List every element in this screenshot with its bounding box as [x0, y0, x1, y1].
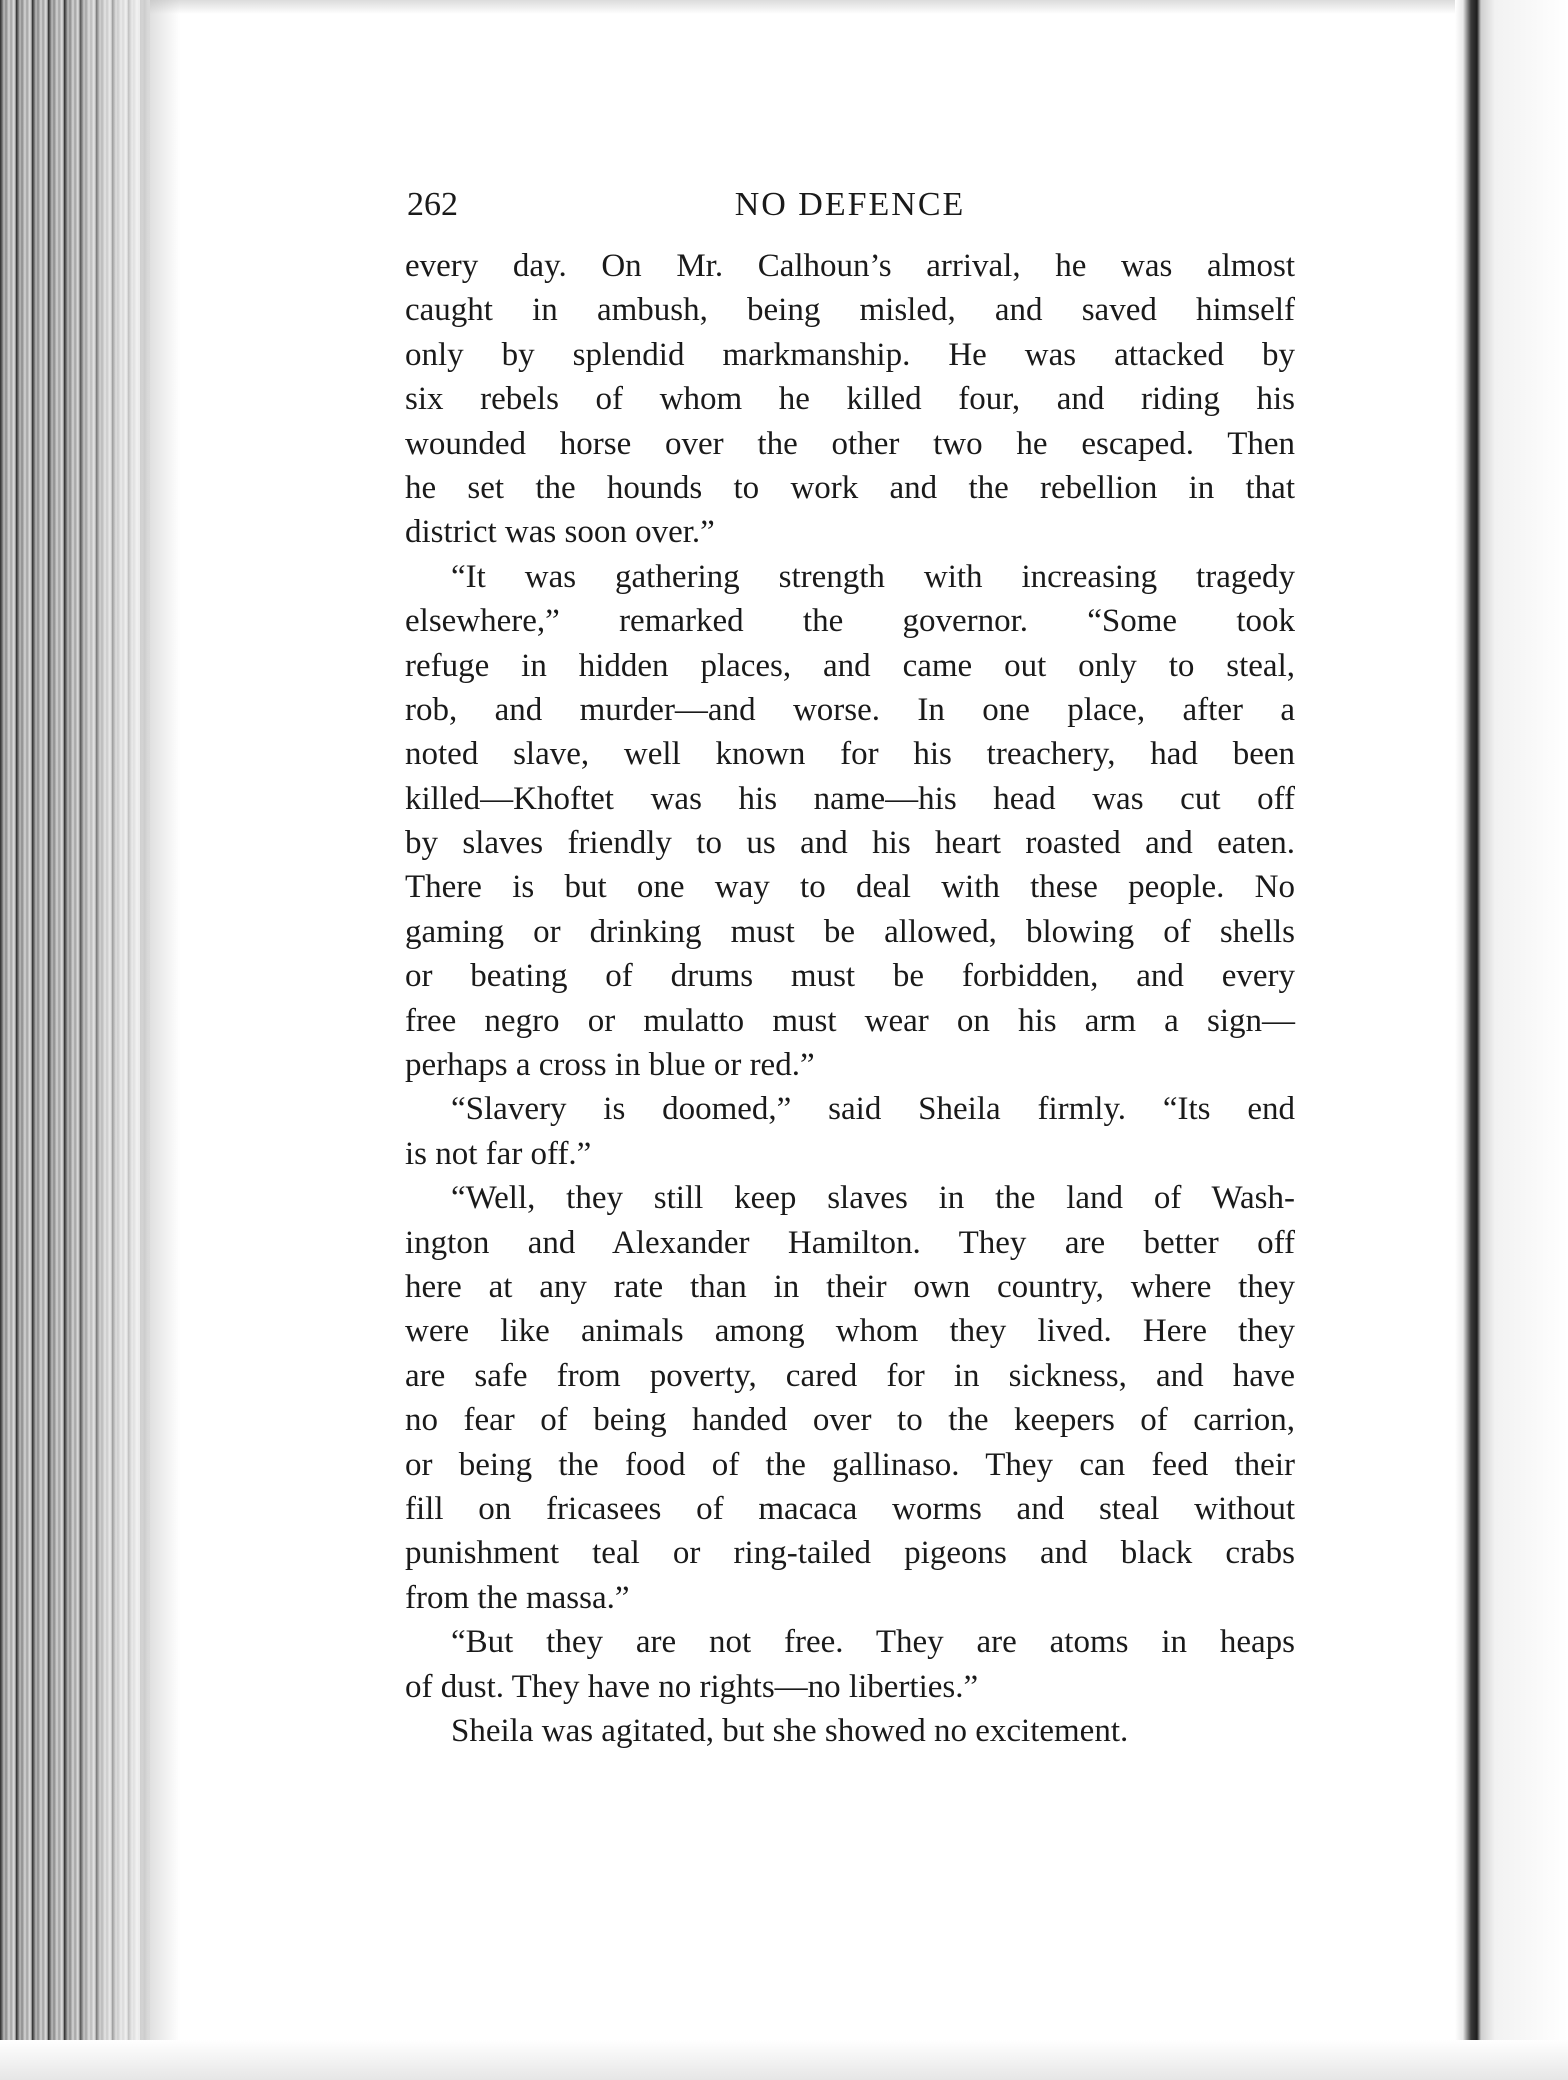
text-line: elsewhere,” remarked the governor. “Some took	[405, 603, 1295, 640]
text-line: district was soon over.”	[405, 514, 715, 551]
text-line: There is but one way to deal with these people. No	[405, 869, 1295, 906]
text-line: he set the hounds to work and the rebellion in that	[405, 469, 1295, 506]
text-line: “It was gathering strength with increasing tragedy	[451, 558, 1295, 595]
text-line: are safe from poverty, cared for in sickness, and have	[405, 1357, 1295, 1394]
text-line: free negro or mulatto must wear on his arm a sign—	[405, 1002, 1295, 1039]
page-number: 262	[407, 186, 458, 223]
text-line: of dust. They have no rights—no liberties.”	[405, 1668, 979, 1705]
text-line: or beating of drums must be forbidden, and every	[405, 958, 1295, 995]
text-line: or being the food of the gallinaso. They can feed their	[405, 1446, 1295, 1483]
text-line: killed—Khoftet was his name—his head was cut off	[405, 780, 1295, 817]
text-line: “Well, they still keep slaves in the land of Wash-	[451, 1180, 1295, 1217]
text-line: from the massa.”	[405, 1579, 630, 1616]
text-line: punishment teal or ring-tailed pigeons and black crabs	[405, 1535, 1295, 1572]
text-line: no fear of being handed over to the keepers of carrion,	[405, 1402, 1295, 1439]
running-head	[405, 180, 1295, 230]
running-title: NO DEFENCE	[734, 186, 966, 223]
text-line: rob, and murder—and worse. In one place, after a	[405, 691, 1295, 728]
text-line: refuge in hidden places, and came out only to steal,	[405, 647, 1295, 684]
text-line: caught in ambush, being misled, and saved himself	[405, 292, 1295, 329]
text-line: ington and Alexander Hamilton. They are better off	[405, 1224, 1295, 1261]
text-line: fill on fricasees of macaca worms and steal without	[405, 1490, 1295, 1527]
text-line: “Slavery is doomed,” said Sheila firmly. “Its end	[451, 1091, 1295, 1128]
text-line: were like animals among whom they lived. Here they	[405, 1313, 1295, 1350]
text-line: six rebels of whom he killed four, and riding his	[405, 381, 1295, 418]
text-line: Sheila was agitated, but she showed no excitement.	[451, 1712, 1129, 1749]
text-line: gaming or drinking must be allowed, blowing of shells	[405, 913, 1295, 950]
facing-page-edge	[1455, 0, 1568, 2080]
text-line: here at any rate than in their own country, where they	[405, 1268, 1295, 1305]
text-line: noted slave, well known for his treachery, had been	[405, 736, 1295, 773]
scan-bottom-edge	[0, 2040, 1568, 2080]
book-page	[405, 180, 1295, 1753]
scan-top-edge	[0, 0, 1568, 14]
gutter-shadow	[140, 0, 180, 2080]
body-text	[405, 244, 1295, 1753]
book-page-edges	[0, 0, 150, 2080]
text-line: is not far off.”	[405, 1135, 592, 1172]
text-line: wounded horse over the other two he escaped. Then	[405, 425, 1295, 462]
text-line: every day. On Mr. Calhoun’s arrival, he was almost	[405, 248, 1295, 284]
text-line: only by splendid markmanship. He was attacked by	[405, 336, 1295, 373]
text-line: by slaves friendly to us and his heart roasted and eaten.	[405, 825, 1295, 862]
text-line: perhaps a cross in blue or red.”	[405, 1047, 815, 1084]
text-line: “But they are not free. They are atoms in heaps	[451, 1624, 1295, 1661]
